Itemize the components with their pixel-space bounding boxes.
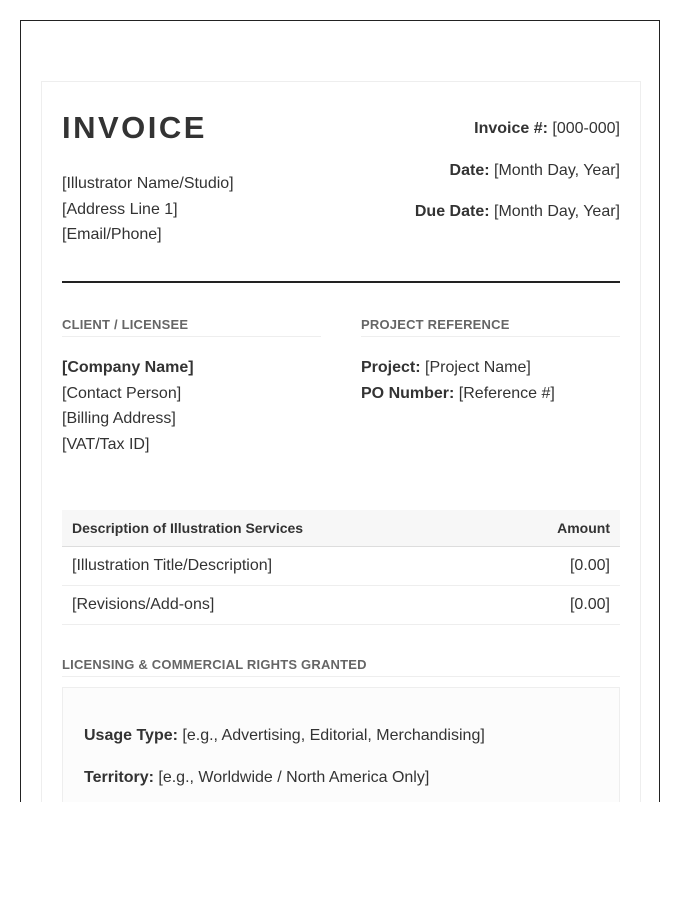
invoice-number-value: [000-000]: [552, 120, 620, 137]
usage-type-value: [e.g., Advertising, Editorial, Merchandising]: [182, 727, 485, 744]
description-column-header: Description of Illustration Services: [62, 510, 494, 547]
licensing-heading: LICENSING & COMMERCIAL RIGHTS GRANTED: [62, 657, 620, 677]
project-details: [361, 355, 620, 406]
invoice-meta: [415, 120, 620, 245]
client-tax-id: [VAT/Tax ID]: [62, 435, 150, 453]
project-heading: PROJECT REFERENCE: [361, 317, 620, 337]
invoice-page: [41, 81, 641, 802]
due-date-label: Due Date:: [414, 203, 490, 220]
due-date-value: [Month Day, Year]: [494, 203, 620, 220]
po-number-value: [Reference #]: [458, 384, 555, 402]
line-item-description: [Revisions/Add-ons]: [62, 586, 494, 625]
line-items-table: [62, 510, 620, 625]
invoice-number-row: [415, 120, 620, 162]
client-details: [62, 355, 321, 457]
territory-row: [84, 769, 429, 787]
sender-name: [Illustrator Name/Studio]: [62, 175, 234, 192]
sender-contact: [Email/Phone]: [62, 226, 162, 243]
client-section: [62, 317, 321, 457]
line-item-amount: [0.00]: [494, 586, 620, 625]
usage-type-label: Usage Type:: [84, 727, 178, 744]
project-name-row: [361, 355, 620, 381]
invoice-title: INVOICE: [62, 110, 207, 145]
invoice-date-value: [Month Day, Year]: [494, 161, 620, 179]
client-company: [Company Name]: [62, 359, 194, 376]
client-address: [Billing Address]: [62, 410, 176, 427]
table-row: [62, 547, 620, 586]
invoice-date-label: Date:: [449, 161, 490, 179]
amount-column-header: Amount: [494, 510, 620, 547]
client-heading: CLIENT / LICENSEE: [62, 317, 321, 337]
line-item-amount: [0.00]: [494, 547, 620, 586]
project-section: [361, 317, 620, 406]
header-divider: [62, 281, 620, 283]
table-header-row: [62, 510, 620, 547]
territory-value: [e.g., Worldwide / North America Only]: [158, 769, 430, 786]
sender-address: [Address Line 1]: [62, 200, 178, 218]
invoice-date-row: [415, 162, 620, 204]
territory-label: Territory:: [84, 769, 154, 786]
line-item-description: [Illustration Title/Description]: [62, 547, 494, 586]
usage-type-row: [84, 727, 485, 745]
due-date-row: [415, 203, 620, 245]
project-label: Project:: [361, 359, 421, 376]
po-number-row: [361, 381, 620, 407]
project-value: [Project Name]: [425, 359, 531, 376]
sender-details: [62, 171, 234, 248]
po-number-label: PO Number:: [361, 384, 455, 402]
client-contact: [Contact Person]: [62, 384, 182, 402]
table-row: [62, 586, 620, 625]
document-frame: [20, 20, 660, 802]
licensing-box: [62, 687, 620, 802]
invoice-number-label: Invoice #:: [474, 120, 548, 137]
